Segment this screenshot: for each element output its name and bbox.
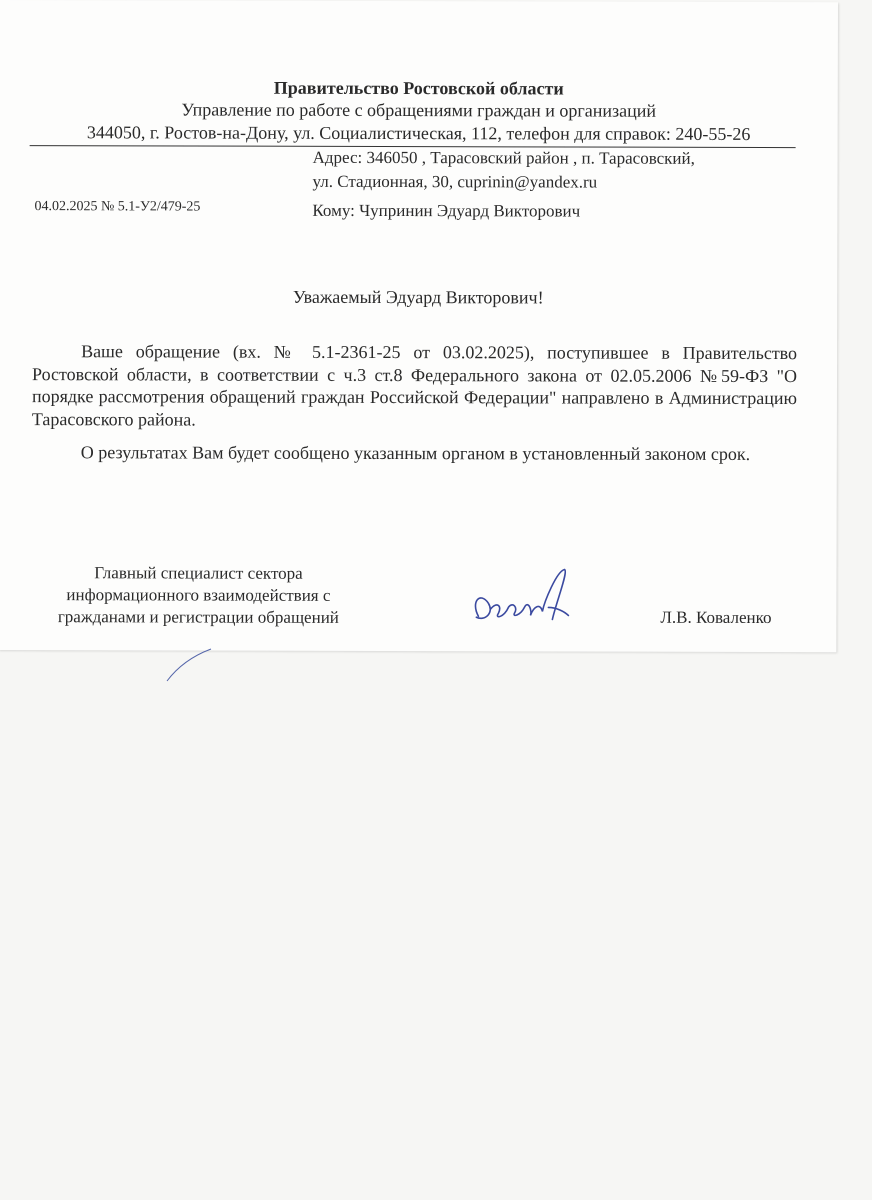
- position-line-1: Главный специалист сектора: [94, 563, 303, 583]
- signatory-name: Л.В. Коваленко: [660, 607, 772, 628]
- handwritten-signature: [460, 561, 580, 631]
- greeting: Уважаемый Эдуард Викторович!: [292, 286, 544, 308]
- position-line-3: гражданами и регистрации обращений: [57, 607, 339, 627]
- signatory-position: [18, 562, 378, 629]
- recipient-name: Кому: Чупринин Эдуард Викторович: [312, 200, 581, 221]
- pen-mark: [165, 645, 215, 685]
- reference-number: 04.02.2025 № 5.1-У2/479-25: [34, 199, 201, 215]
- recipient-address-line1: Адрес: 346050 , Тарасовский район , п. Тарасовский,: [312, 147, 695, 168]
- position-line-2: информационного взаимодействия с: [66, 585, 331, 605]
- organization-address: 344050, г. Ростов-на-Дону, ул. Социалистическая, 112, телефон для справок: 240-55-26: [86, 122, 751, 144]
- department-name: Управление по работе с обращениями граждан и организаций: [181, 99, 657, 121]
- body-paragraph-2: О результатах Вам будет сообщено указанным органом в установленный законом срок.: [80, 442, 751, 464]
- organization-title: Правительство Ростовской области: [273, 77, 564, 99]
- recipient-address-line2: ул. Стадионная, 30, cuprinin@yandex.ru: [312, 171, 598, 192]
- body-paragraph-1: Ваше обращение (вх. № 5.1-2361-25 от 03.02.2025), поступившее в Правительство Ростовской области, в соответствии с ч.3 ст.8 Федерального закона от 02.05.2006 №59-ФЗ "О порядке рассмотрения обращений граждан Российской Федерации" направлено в Администрацию Тарасовского района.: [31, 341, 798, 430]
